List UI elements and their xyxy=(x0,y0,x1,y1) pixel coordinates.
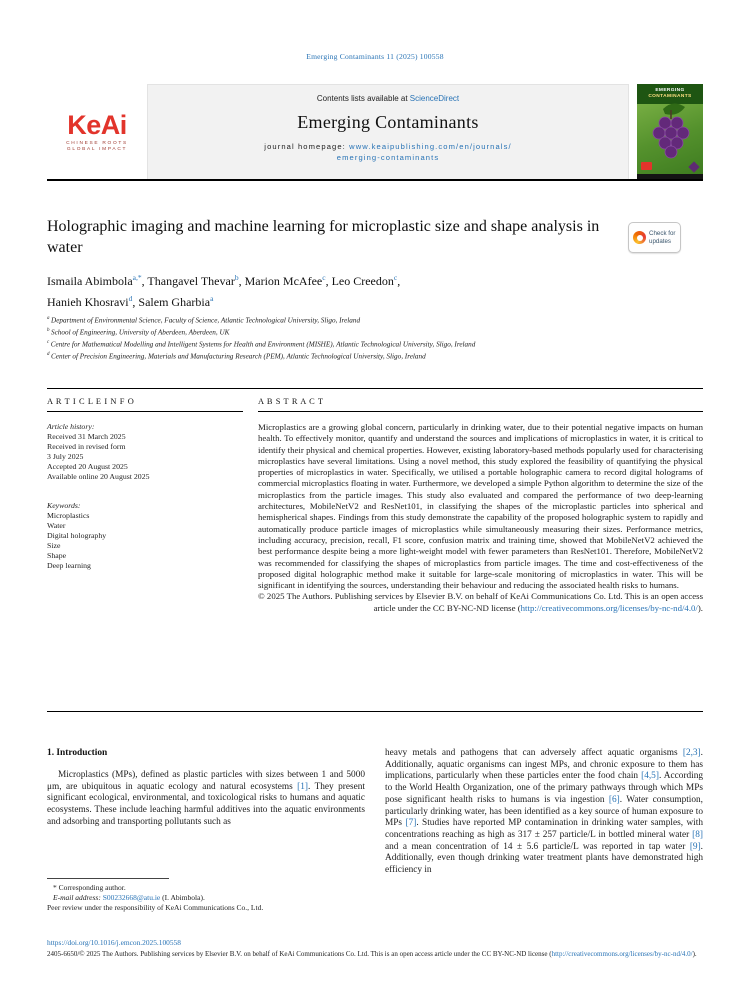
intro-paragraph-left: Microplastics (MPs), defined as plastic particles with sizes between 1 and 5000 μm, are ubiquitous in aquatic ecology and natural ecosystems [1]. They present significant ecological, environmental, and toxicological risks to humans and aquatic ecosystems. These include leaching harmful additives into the aquatic environments and adsorbing and transporting pollutants such as xyxy=(47,770,365,827)
keyword-item: Deep learning xyxy=(47,561,91,570)
author-affiliation-sup[interactable]: d xyxy=(128,294,133,303)
corresponding-author-note: * Corresponding author. xyxy=(53,883,126,892)
abstract-heading: A B S T R A C T xyxy=(258,397,324,406)
homepage-label: journal homepage: xyxy=(264,142,350,151)
author-name: Hanieh Khosravi xyxy=(47,295,129,309)
history-item: Available online 20 August 2025 xyxy=(47,472,150,481)
author xyxy=(47,274,147,288)
introduction-heading: 1. Introduction xyxy=(47,748,108,758)
article-info-column xyxy=(47,389,243,711)
email-suffix: (I. Abimbola). xyxy=(160,892,205,902)
contents-line xyxy=(148,94,628,103)
doi-link[interactable]: https://doi.org/10.1016/j.emcon.2025.100558 xyxy=(47,938,181,947)
citation-link[interactable]: [7] xyxy=(405,818,417,829)
check-updates-line-1: Check for xyxy=(649,230,676,238)
email-link[interactable]: S00232668@atu.ie xyxy=(102,892,161,902)
author-affiliation-sup[interactable]: a,* xyxy=(132,273,142,282)
citation-link[interactable]: [2,3] xyxy=(682,748,701,758)
grape-cluster-icon xyxy=(637,102,703,160)
check-updates-label xyxy=(649,230,675,245)
footer-copyright xyxy=(47,950,703,959)
article-history-label: Article history: xyxy=(47,422,95,431)
affiliation-text: Department of Environmental Science, Faculty of Science, Atlantic Technological University, Sligo, Ireland xyxy=(51,316,361,325)
author-name: Salem Gharbia xyxy=(138,295,211,309)
cover-masthead xyxy=(637,84,703,104)
affiliation-text: Center of Precision Engineering, Materials and Manufacturing Research (PEM), Atlantic Technological University, Sligo, Ireland xyxy=(51,352,426,361)
affiliation xyxy=(47,350,692,362)
author-name: Marion McAfee xyxy=(244,274,323,288)
abstract-copyright xyxy=(258,591,703,614)
authors-line-2 xyxy=(47,290,657,311)
affiliation-text: Centre for Mathematical Modelling and Intelligent Systems for Health and Environment (MISHE), Atlantic Technological University, Sligo, Ireland xyxy=(50,340,476,349)
keyword-item: Shape xyxy=(47,551,67,560)
cover-keai-mark xyxy=(641,162,652,170)
author-affiliation-sup[interactable]: a xyxy=(210,294,214,303)
authors-line-1 xyxy=(47,269,657,290)
peer-review-note: Peer review under the responsibility of KeAi Communications Co., Ltd. xyxy=(47,902,264,912)
keyword-item: Water xyxy=(47,521,66,530)
footer-license-link[interactable]: http://creativecommons.org/licenses/by-nc-nd/4.0/ xyxy=(551,950,693,958)
email-label: E-mail address: xyxy=(53,892,101,902)
author-affiliation-sup[interactable]: b xyxy=(234,273,239,282)
author-separator: , xyxy=(141,274,148,288)
journal-homepage-line xyxy=(148,142,628,163)
affiliation xyxy=(47,338,692,350)
keai-logo-tagline-2: GLOBAL IMPACT xyxy=(66,147,128,152)
article-info-heading: A R T I C L E I N F O xyxy=(47,397,135,406)
author-separator: , xyxy=(325,274,332,288)
footnotes xyxy=(47,878,365,913)
abstract-column xyxy=(258,389,703,711)
intro-paragraph-right: heavy metals and pathogens that can adversely affect aquatic organisms [2,3]. Additionally, aquatic organisms can ingest MPs, and chronic exposure to them has implications, particularly when these particles enter the food chain [4,5]. According to the World Health Organization, one of the primary pathways through which MPs pose significant health risks to humans is via ingestion [6]. Water consumption, particularly drinking water, has been identified as a key source of human exposure to MPs [7]. Studies have reported MP contamination in drinking water samples, with concentrations reaching as high as 317 ± 257 particle/L in bottled mineral water [8] and a mean concentration of 14 ± 5.6 particle/L was reported in tap water [9]. Additionally, even though drinking water treatment plants have demonstrated high efficiency in xyxy=(385,748,704,876)
author-name: Thangavel Thevar xyxy=(147,274,235,288)
article-title: Holographic imaging and machine learning for microplastic size and shape analysis in water xyxy=(47,218,600,256)
article-body xyxy=(47,748,703,877)
check-updates-line-2: updates xyxy=(649,237,672,245)
contents-prefix: Contents lists available at xyxy=(316,94,410,103)
journal-title: Emerging Contaminants xyxy=(297,112,479,132)
cover-bottom-bar xyxy=(637,174,703,179)
left-column xyxy=(47,748,365,877)
history-item: 3 July 2025 xyxy=(47,452,84,461)
cover-title-line-2: CONTAMINANTS xyxy=(648,93,692,99)
author xyxy=(147,274,244,288)
affiliation xyxy=(47,314,692,326)
homepage-link-1[interactable]: www.keaipublishing.com/en/journals/ xyxy=(349,142,512,151)
sciencedirect-link[interactable]: ScienceDirect xyxy=(409,94,460,103)
crossmark-icon xyxy=(633,231,646,244)
author-name: Ismaila Abimbola xyxy=(47,274,133,288)
citation-link[interactable]: [6] xyxy=(608,794,620,805)
author-separator: , xyxy=(397,274,401,288)
affiliation-sup: b xyxy=(47,327,50,333)
license-link[interactable]: http://creativecommons.org/licenses/by-nc-nd/4.0/ xyxy=(520,602,698,613)
affiliation xyxy=(47,326,692,338)
abstract-text: Microplastics are a growing global concern, particularly in drinking water, due to their potential negative impacts on human health. To effectively monitor, quantify and understand the sources and implications of microplastics in water, it is critical to identify their physical and chemical properties. However, existing laboratory-based methods popularly used for characterising microplastics have several limitations. Using a novel method, this study explored the feasibility of quantifying the physical properties of microplastics in water. Specifically, we utilised a portable holographic camera to record digital holograms of commercial microplastics floating in water. Furthermore, we developed a simple Python algorithm to determine the size of the microplastics from the particle images. This study also evaluated and compared the performance of two deep-learning architectures, MobileNetV2 and ResNet101, in classifying the shapes of the microplastic particles into spherical and hemispherical shapes. Findings from this study demonstrate the capability of the proposed holographic system to rapidly and automatically produce particle images of microplastics while simultaneously measuring their sizes. Performance metrics, including accuracy, precision, recall, F1 score, confusion matrix and training time, showed that MobileNetV2 achieved the best performance despite being a more light-weight model with fewer parameters than ResNet101. Therefore, MobileNetV2 was recommended for classifying the shapes of microplastics from particle images. The time and cost-effectiveness of the proposed digital holographic method make it suitable for large-scale monitoring of microplastics in water. This will be significant in identifying the sources, understanding their behaviour and reducing the associated health risks to humans. xyxy=(258,422,703,591)
author xyxy=(138,295,213,309)
journal-header xyxy=(47,84,703,181)
keyword-item: Size xyxy=(47,541,61,550)
author xyxy=(245,274,332,288)
citation-link[interactable]: [4,5] xyxy=(641,771,659,782)
keai-logo xyxy=(47,84,147,179)
history-item: Accepted 20 August 2025 xyxy=(47,462,128,471)
author-name: Leo Creedon xyxy=(331,274,394,288)
footer-copyright-end: ). xyxy=(692,950,697,958)
check-updates-badge[interactable] xyxy=(628,222,681,253)
copyright-text-end: ). xyxy=(697,602,703,613)
keywords-label: Keywords: xyxy=(47,501,81,510)
keai-logo-wordmark: KeAi xyxy=(67,110,127,140)
abstract-rule xyxy=(258,411,703,412)
author xyxy=(332,274,401,288)
affiliation-sup: d xyxy=(47,351,50,357)
affiliation-list xyxy=(47,314,692,362)
copyright-text: © 2025 The Authors. Publishing services by Elsevier B.V. on behalf of KeAi Communications Co. Ltd. This is an open access article under the CC BY-NC-ND license ( xyxy=(258,591,703,613)
affiliation-text: School of Engineering, University of Aberdeen, Aberdeen, UK xyxy=(51,328,230,337)
author-list xyxy=(47,269,657,311)
author-affiliation-sup[interactable]: c xyxy=(393,273,398,282)
author-separator: , xyxy=(238,274,245,288)
email-note xyxy=(47,893,365,903)
citation-link[interactable]: [9] xyxy=(689,841,701,852)
citation-link[interactable]: [8] xyxy=(692,829,703,840)
author-separator: , xyxy=(132,295,139,309)
footnote-rule xyxy=(47,878,169,879)
footer-copyright-text: 2405-6650/© 2025 The Authors. Publishing services by Elsevier B.V. on behalf of KeAi Communications Co. Ltd. This is an open access article under the CC BY-NC-ND license ( xyxy=(47,950,552,958)
keai-logo-tagline-1: CHINESE ROOTS xyxy=(66,140,128,146)
author xyxy=(47,295,138,309)
author-affiliation-sup[interactable]: c xyxy=(322,273,326,282)
article-info-rule xyxy=(47,411,243,412)
right-column xyxy=(385,748,703,877)
keyword-item: Microplastics xyxy=(47,511,90,520)
affiliation-sup: c xyxy=(47,339,50,345)
article-info-abstract-section xyxy=(47,388,703,712)
journal-cover-thumbnail[interactable] xyxy=(637,84,703,179)
journal-ref: Emerging Contaminants 11 (2025) 100558 xyxy=(306,52,444,61)
header-center-panel xyxy=(147,84,629,179)
cover-title-line-1: EMERGING xyxy=(655,88,685,93)
history-item: Received 31 March 2025 xyxy=(47,432,126,441)
history-item: Received in revised form xyxy=(47,442,126,451)
cover-emblem xyxy=(688,161,699,172)
citation-link[interactable]: [1] xyxy=(297,781,309,792)
homepage-link-2[interactable]: emerging-contaminants xyxy=(336,152,440,162)
keyword-item: Digital holography xyxy=(47,531,107,540)
affiliation-sup: a xyxy=(47,316,50,321)
